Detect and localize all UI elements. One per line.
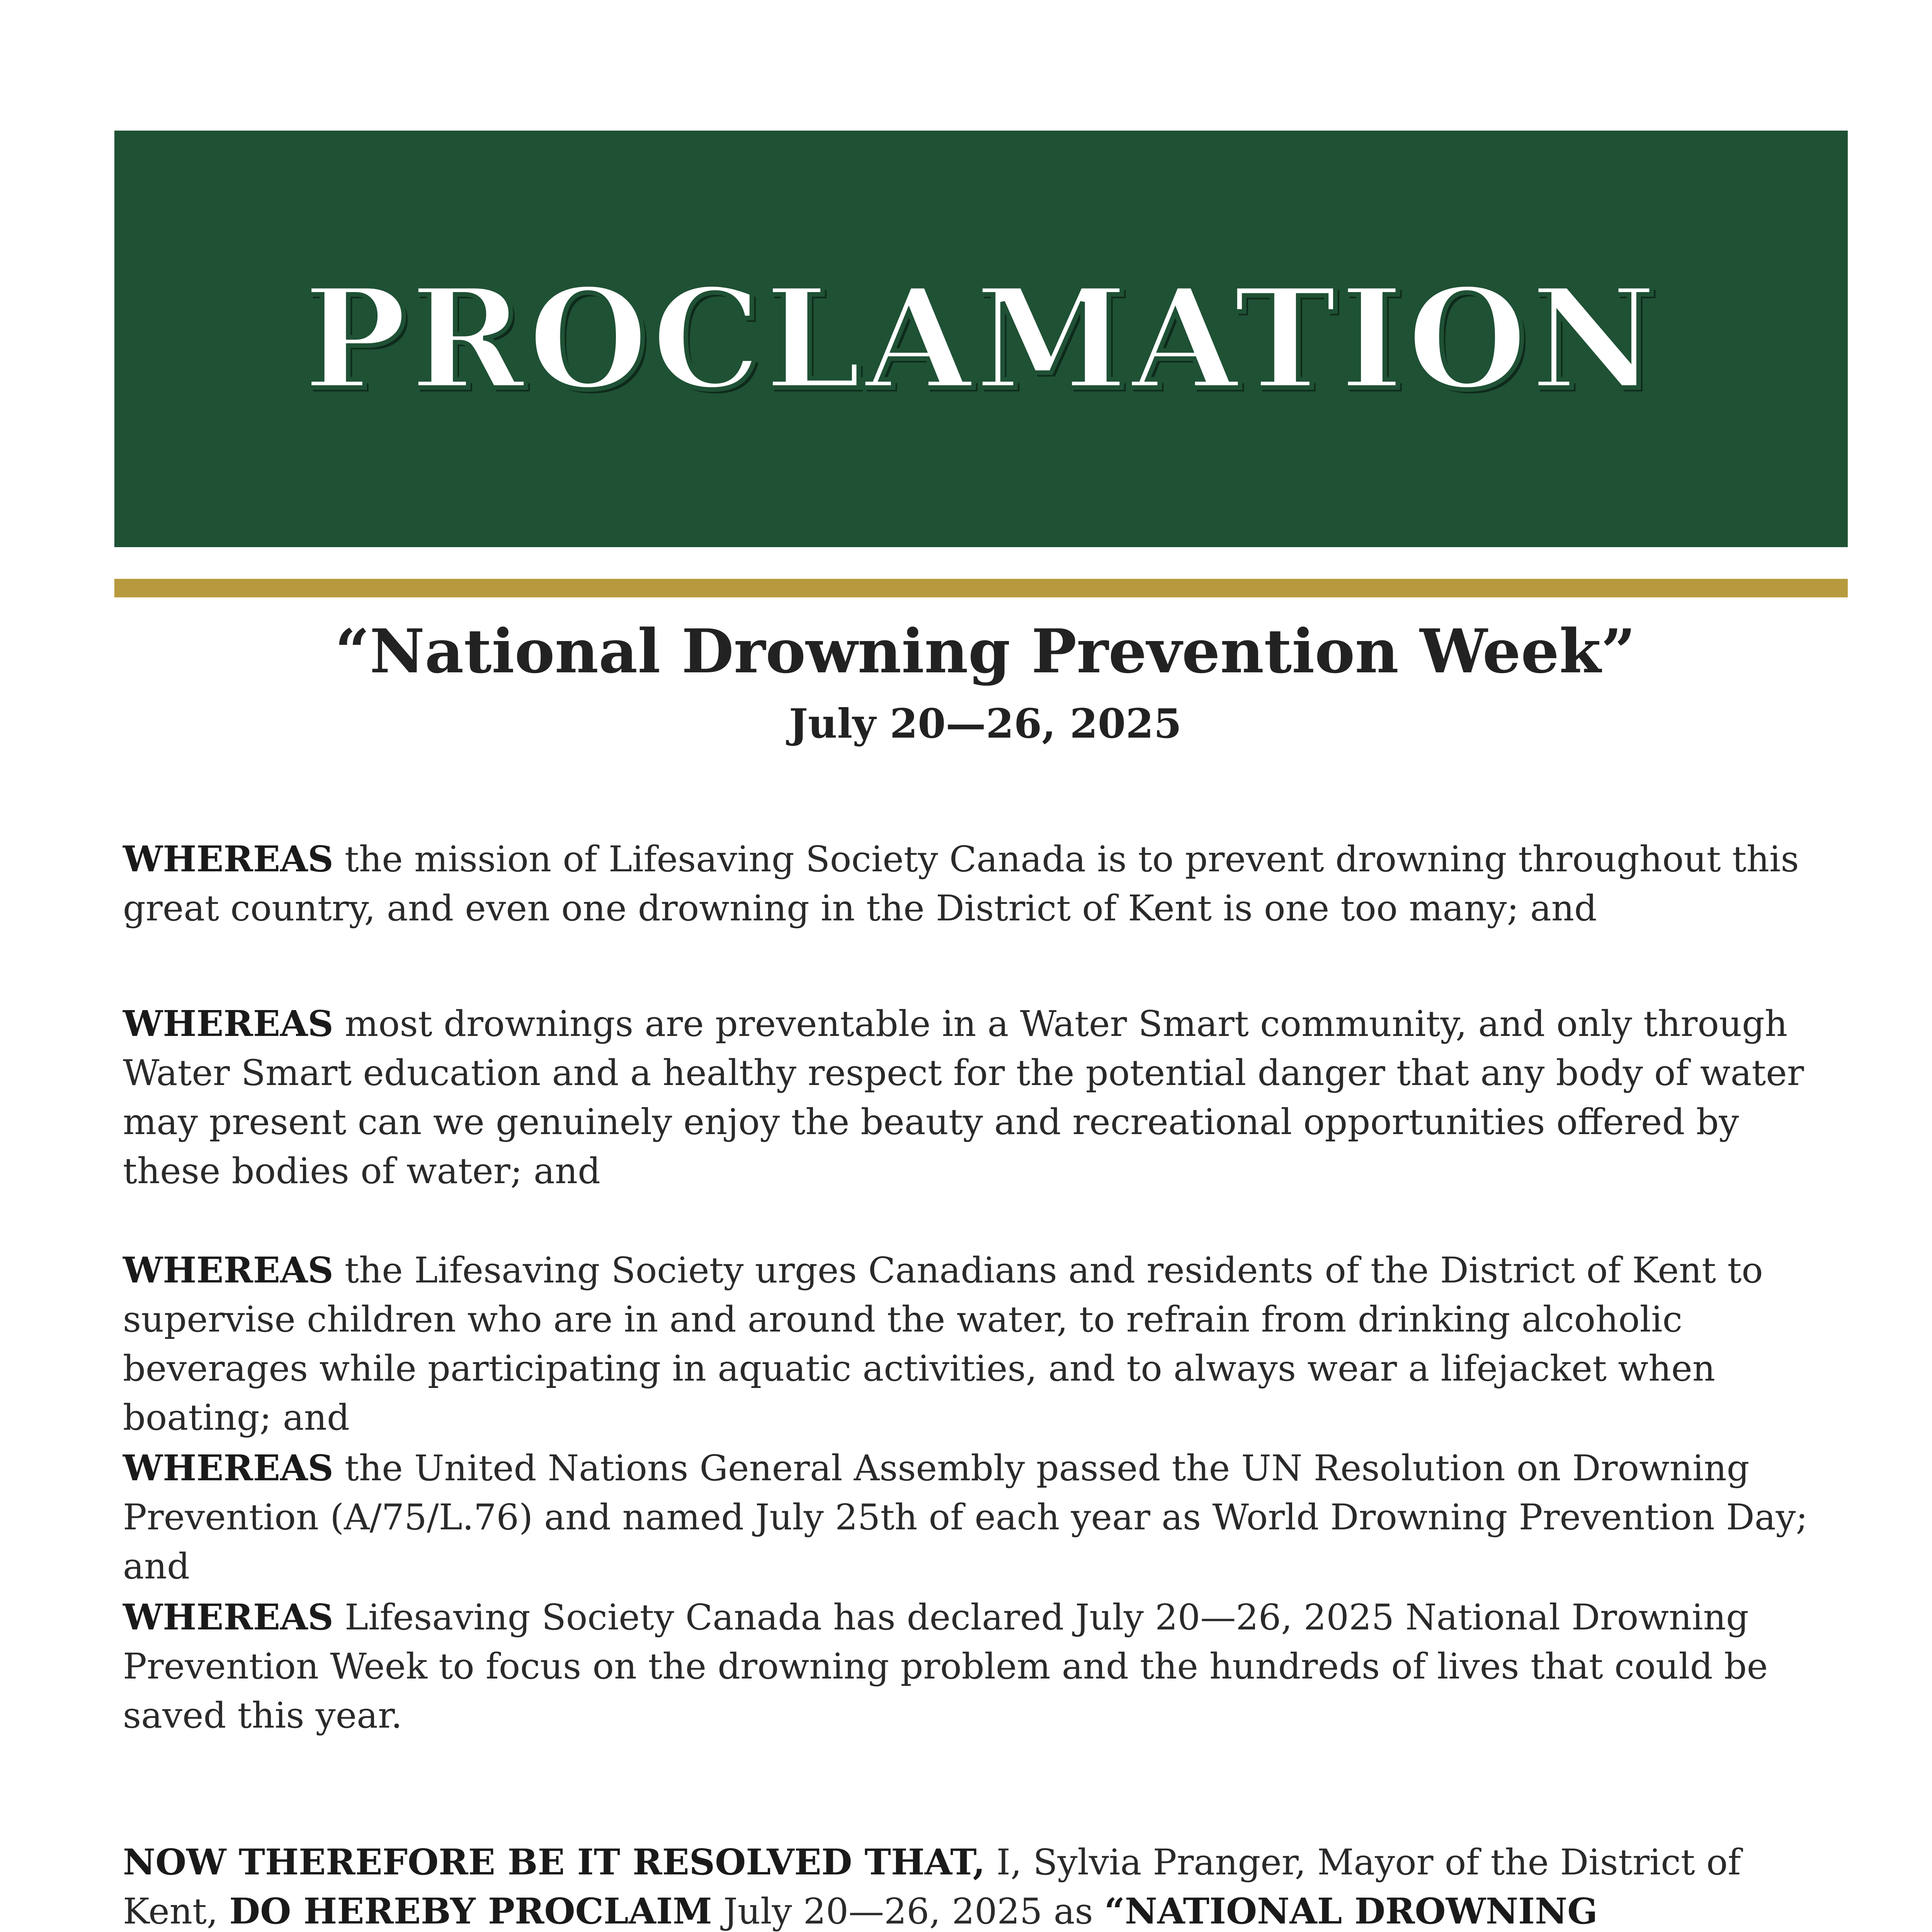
whereas-paragraph-3: WHEREAS the Lifesaving Society urges Canadians and residents of the District of Kent to supervise children who are in and around the water, to refrain from drinking alcoholic beverages while participating in aquatic activities, and to always wear a lifejacket when boating; and: [123, 1249, 1763, 1438]
proclamation-heading: PROCLAMATION: [303, 257, 1660, 420]
header-banner: [114, 131, 1848, 547]
document-title: “National Drowning Prevention Week”: [335, 616, 1636, 687]
whereas-paragraph-2: WHEREAS most drownings are preventable in a Water Smart community, and only through Water Smart education and a healthy respect for the potential danger that any body of water may present can we genuinely enjoy the beauty and recreational opportunities offered by these bodies of water; and: [123, 1003, 1804, 1192]
whereas-paragraph-5: WHEREAS Lifesaving Society Canada has declared July 20—26, 2025 National Drowning Prevention Week to focus on the drowning problem and the hundreds of lives that could be saved this year.: [123, 1596, 1768, 1736]
whereas-paragraph-1: WHEREAS the mission of Lifesaving Society Canada is to prevent drowning throughout this great country, and even one drowning in the District of Kent is one too many; and: [123, 838, 1799, 929]
gold-divider-top: [114, 579, 1848, 597]
whereas-paragraph-4: WHEREAS the United Nations General Assembly passed the UN Resolution on Drowning Prevention (A/75/L.76) and named July 25th of each year as World Drowning Prevention Day; and: [123, 1447, 1808, 1587]
document-dates: July 20—26, 2025: [789, 700, 1182, 747]
resolution-paragraph: NOW THEREFORE BE IT RESOLVED THAT, I, Sylvia Pranger, Mayor of the District of Kent, DO HEREBY PROCLAIM July 20—26, 2025 as “NATIONAL DROWNING: [123, 1841, 1741, 1932]
